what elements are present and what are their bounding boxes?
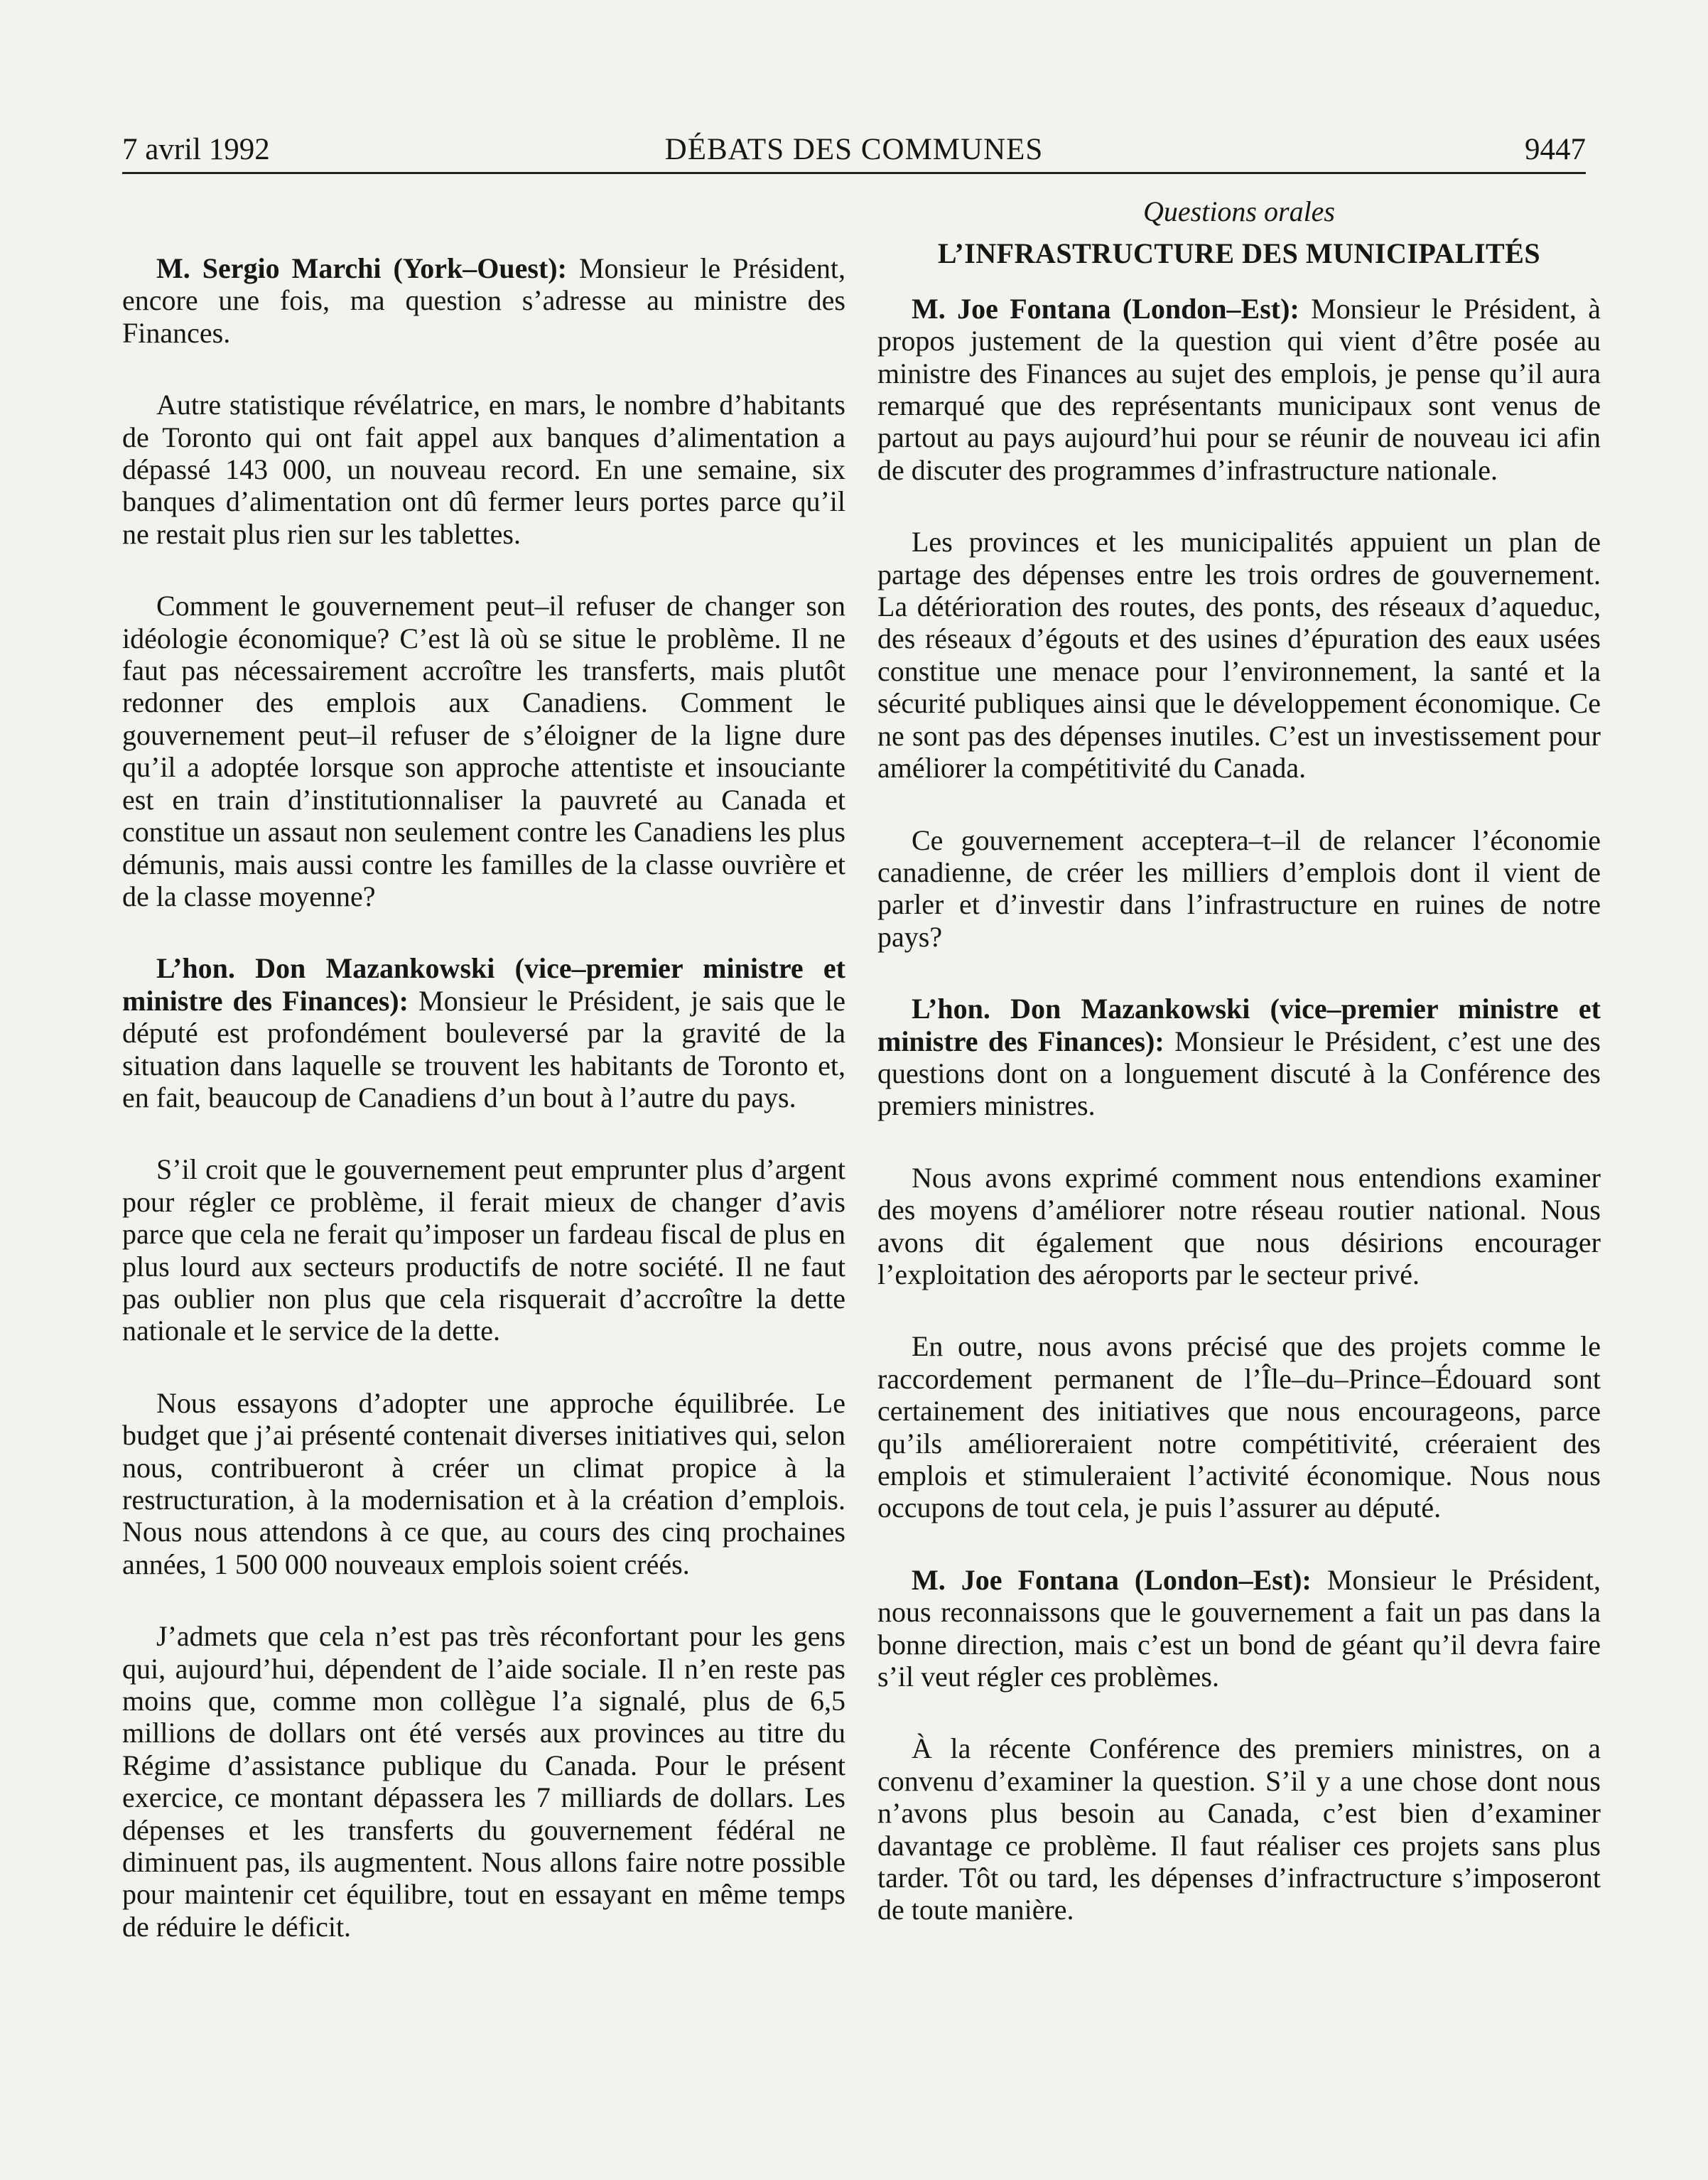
header-title: DÉBATS DES COMMUNES [664, 133, 1044, 166]
speaker-name: M. Joe Fontana (London–Est): [912, 292, 1299, 325]
paragraph [877, 526, 1601, 784]
paragraph-text: Nous essayons d’adopter une approche équilibrée. Le budget que j’ai présenté contenait diverses initiatives qui, selon nous, contribueront à créer un climat propice à la restructuration, à la modernisation et à la création d’emplois. Nous nous attendons à ce que, au cours des cinq prochaines années, 1 500 000 nouveaux emplois soient créés. [122, 1386, 845, 1580]
paragraph [877, 1564, 1601, 1693]
paragraph-text: En outre, nous avons précisé que des projets comme le raccordement permanent de l’Île–du–Prince–Édouard sont certainement des initiatives que nous encourageons, parce qu’ils amélioreraient notre compétitivité, créeraient des emplois et stimuleraient l’activité économique. Nous nous occupons de tout cela, je puis l’assurer au député. [877, 1330, 1601, 1524]
paragraph-text: Ce gouvernement acceptera–t–il de relancer l’économie canadienne, de créer les milliers d’emplois dont il vient de parler et d’investir dans l’infrastructure en ruines de notre pays? [877, 824, 1601, 953]
paragraph-text: Comment le gouvernement peut–il refuser de changer son idéologie économique? C’est là où se situe le problème. Il ne faut pas nécessairement accroître les transferts, mais plutôt redonner des emplois aux Canadiens. Comment le gouvernement peut–il refuser de s’éloigner de la ligne dure qu’il a adoptée lorsque son approche attentiste et insouciante est en train d’institutionnaliser la pauvreté au Canada et constitue un assaut non seulement contre les Canadiens les plus démunis, mais aussi contre les familles de la classe ouvrière et de la classe moyenne? [122, 590, 845, 912]
speaker-name: M. Sergio Marchi (York–Ouest): [156, 252, 567, 284]
paragraph [877, 1330, 1601, 1523]
paragraph-text: J’admets que cela n’est pas très réconfortant pour les gens qui, aujourd’hui, dépendent de l’aide sociale. Il n’en reste pas moins que, comme mon collègue l’a signalé, plus de 6,5 millions de dollars ont été versés aux provinces au titre du Régime d’assistance publique du Canada. Pour le présent exercice, ce montant dépassera les 7 milliards de dollars. Les dépenses et les transferts du gouvernement fédéral ne diminuent pas, ils augmentent. Nous allons faire notre possible pour maintenir cet équilibre, tout en essayant en même temps de réduire le déficit. [122, 1620, 845, 1943]
left-column [122, 252, 845, 1982]
paragraph-text: Monsieur le Président, à propos justement de la question qui vient d’être posée au ministre des Finances au sujet des emplois, je pense qu’il aura remarqué que des représentants municipaux sont venus de partout au pays aujourd’hui pour se réunir de nouveau ici afin de discuter des programmes d’infrastructure nationale. [877, 292, 1601, 486]
paragraph-text: Les provinces et les municipalités appuient un plan de partage des dépenses entre les trois ordres de gouvernement. La détérioration des routes, des ponts, des réseaux d’aqueduc, des réseaux d’égouts et des usines d’épuration des eaux usées constitue une menace pour l’environnement, la santé et la sécurité publiques ainsi que le développement économique. Ce ne sont pas des dépenses inutiles. C’est un investissement pour améliorer la compétitivité du Canada. [877, 526, 1601, 784]
section-label: Questions orales [1143, 195, 1335, 227]
paragraph-text: Autre statistique révélatrice, en mars, le nombre d’habitants de Toronto qui ont fait appel aux banques d’alimentation a dépassé 143 000, un nouveau record. En une semaine, six banques d’alimentation ont dû fermer leurs portes parce qu’il ne restait plus rien sur les tablettes. [122, 389, 845, 550]
speaker-name: L’hon. Don Mazankowski (vice–premier ministre et ministre des Finances): [877, 993, 1601, 1057]
running-header [122, 128, 1586, 174]
paragraph [122, 1153, 845, 1347]
paragraph [122, 590, 845, 912]
paragraph [877, 1732, 1601, 1926]
speaker-name: M. Joe Fontana (London–Est): [912, 1563, 1312, 1596]
paragraph-text: Monsieur le Président, encore une fois, ma question s’adresse au ministre des Finances. [122, 252, 845, 349]
paragraph [122, 389, 845, 550]
paragraph [877, 993, 1601, 1122]
paragraph-text: S’il croit que le gouvernement peut emprunter plus d’argent pour régler ce problème, il ferait mieux de changer d’avis parce que cela ne ferait qu’imposer un fardeau fiscal de plus en plus lourd aux secteurs productifs de notre société. Il ne faut pas oublier non plus que cela risquerait d’accroître la dette nationale et le service de la dette. [122, 1153, 845, 1347]
paragraph [122, 1387, 845, 1580]
paragraph [122, 952, 845, 1113]
right-column [877, 195, 1601, 1966]
speaker-name: L’hon. Don Mazankowski (vice–premier ministre et ministre des Finances): [122, 952, 845, 1017]
paragraph [877, 293, 1601, 486]
paragraph-text: Nous avons exprimé comment nous entendions examiner des moyens d’améliorer notre réseau routier national. Nous avons dit également que nous désirions encourager l’exploitation des aéroports par le secteur privé. [877, 1161, 1601, 1290]
paragraph-text: Monsieur le Président, nous reconnaissons que le gouvernement a fait un pas dans la bonne direction, mais c’est un bond de géant qu’il devra faire s’il veut régler ces problèmes. [877, 1563, 1601, 1693]
header-date: 7 avril 1992 [122, 133, 270, 166]
paragraph-text: Monsieur le Président, c’est une des questions dont on a longuement discuté à la Conférence des premiers ministres. [877, 1025, 1601, 1122]
paragraph [122, 1620, 845, 1943]
paragraph [122, 252, 845, 349]
page-number: 9447 [1525, 133, 1586, 166]
paragraph-text: À la récente Conférence des premiers ministres, on a convenu d’examiner la question. S’il y a une chose dont nous n’avons plus besoin au Canada, c’est bien d’examiner davantage ce problème. Il faut réaliser ces projets sans plus tarder. Tôt ou tard, les dépenses d’infractructure s’imposeront de toute manière. [877, 1732, 1601, 1926]
paragraph [877, 824, 1601, 954]
section-title: L’INFRASTRUCTURE DES MUNICIPALITÉS [937, 237, 1541, 270]
paragraph-text: Monsieur le Président, je sais que le député est profondément bouleversé par la gravité de la situation dans laquelle se trouvent les habitants de Toronto et, en fait, beaucoup de Canadiens d’un bout à l’autre du pays. [122, 984, 845, 1113]
paragraph [877, 1162, 1601, 1291]
